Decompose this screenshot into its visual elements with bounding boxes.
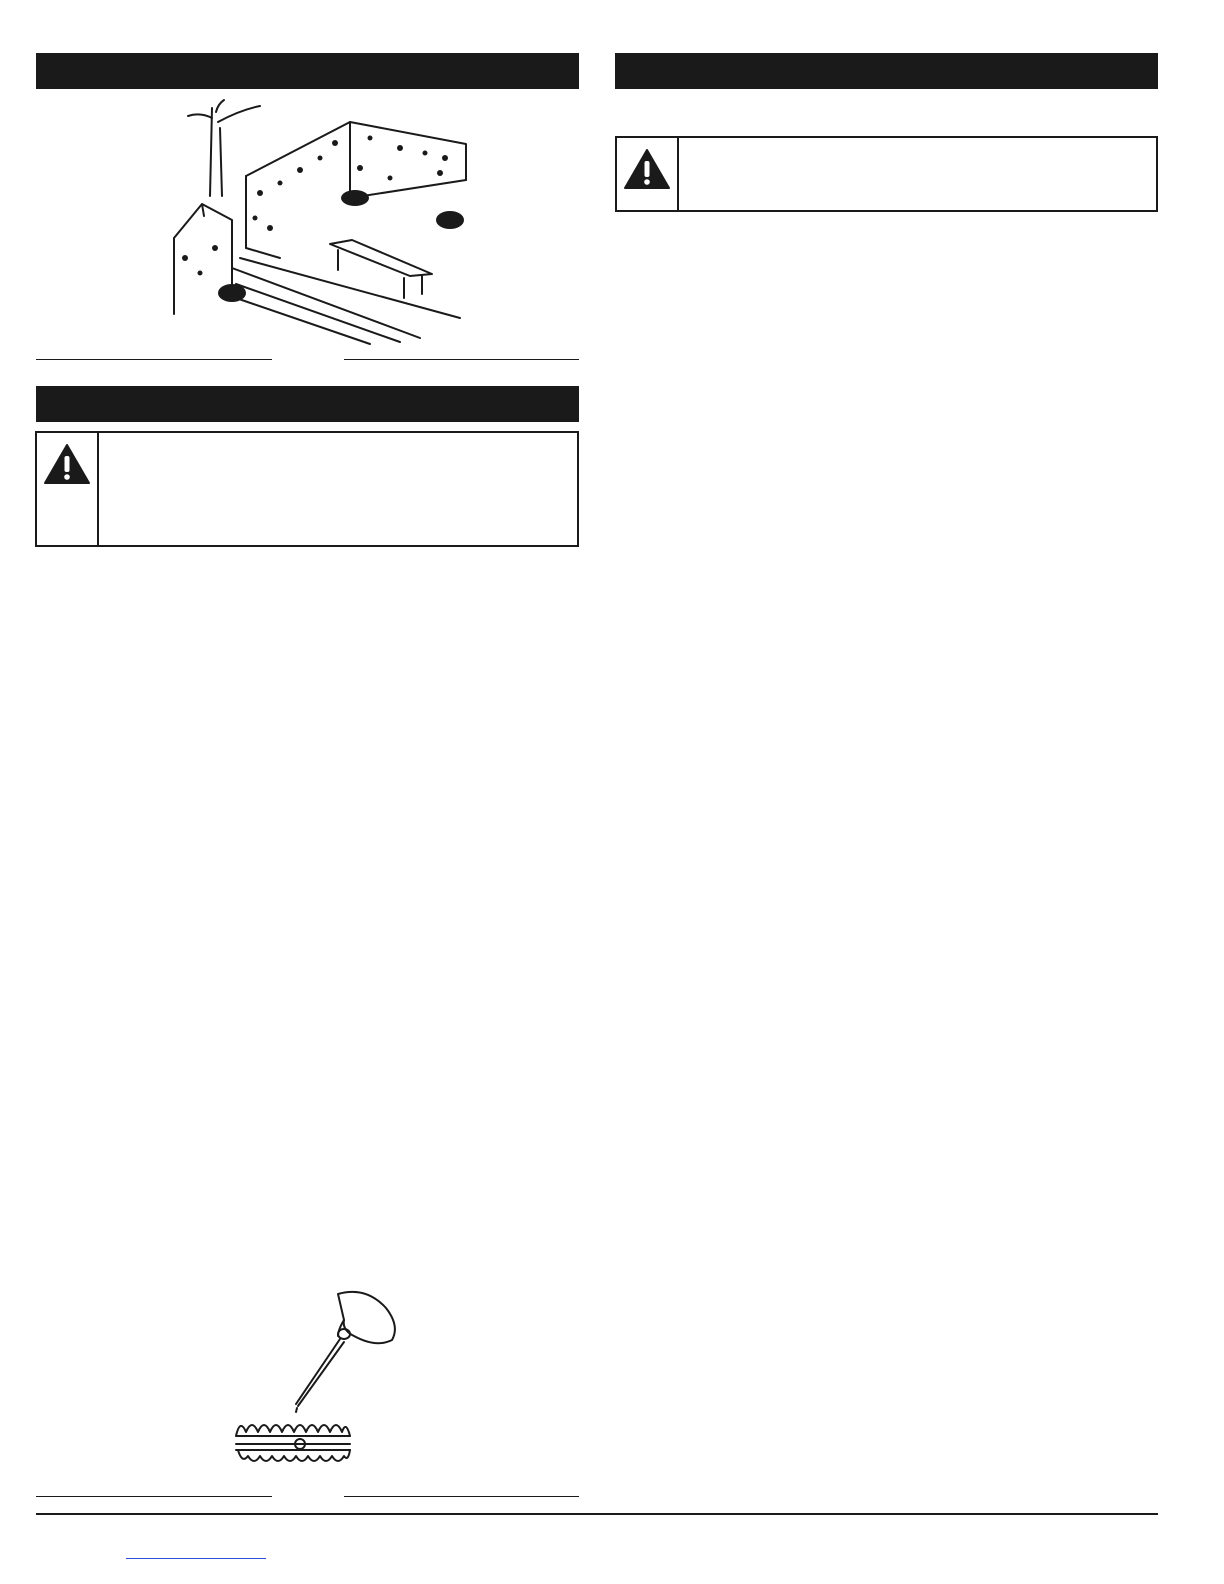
figure2-rule-left: [36, 1496, 272, 1497]
right-warning-text: [679, 138, 1156, 210]
left-section2-header: [36, 394, 48, 414]
warning-triangle-icon: [43, 443, 91, 485]
footer-link[interactable]: [126, 1558, 266, 1559]
figure1-rule-right: [344, 359, 579, 360]
right-warning-icon-cell: [617, 138, 679, 210]
footer-rule: [36, 1513, 1158, 1515]
figure1-rule-left: [36, 359, 272, 360]
oil-can-blade-figure: [226, 1286, 406, 1472]
figure2-rule-right: [344, 1496, 579, 1497]
left-warning-text: [99, 433, 577, 545]
left-section-header-bar: [36, 53, 579, 89]
right-warning-box: [615, 136, 1158, 212]
left-section-header: [36, 61, 48, 81]
left-section2-header-bar: [36, 386, 579, 422]
left-warning-icon-cell: [37, 433, 99, 545]
right-section-header: [615, 61, 627, 81]
warning-triangle-icon: [623, 148, 671, 190]
garden-hedge-figure: [160, 98, 470, 346]
right-section-header-bar: [615, 53, 1158, 89]
left-warning-box: [35, 431, 579, 547]
